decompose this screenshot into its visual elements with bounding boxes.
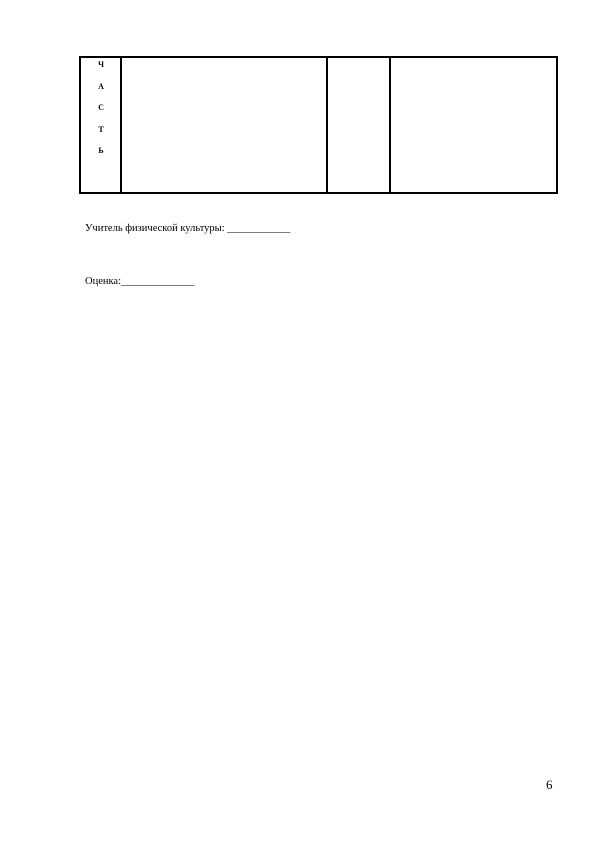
column-divider <box>120 58 122 192</box>
vertical-letter: С <box>98 103 104 112</box>
page-number: 6 <box>546 777 553 792</box>
vertical-letter: Ч <box>98 60 104 69</box>
column-divider <box>326 58 328 192</box>
column-divider <box>389 58 391 192</box>
teacher-signature-line: Учитель физической культуры: ____________ <box>85 223 291 234</box>
lesson-table-fragment <box>79 56 558 194</box>
grade-line: Оценка:______________ <box>85 276 195 287</box>
vertical-letter: А <box>98 81 104 91</box>
vertical-letter: Ь <box>98 146 104 155</box>
vertical-letter: Т <box>98 124 104 134</box>
vertical-label-chast <box>81 60 121 168</box>
